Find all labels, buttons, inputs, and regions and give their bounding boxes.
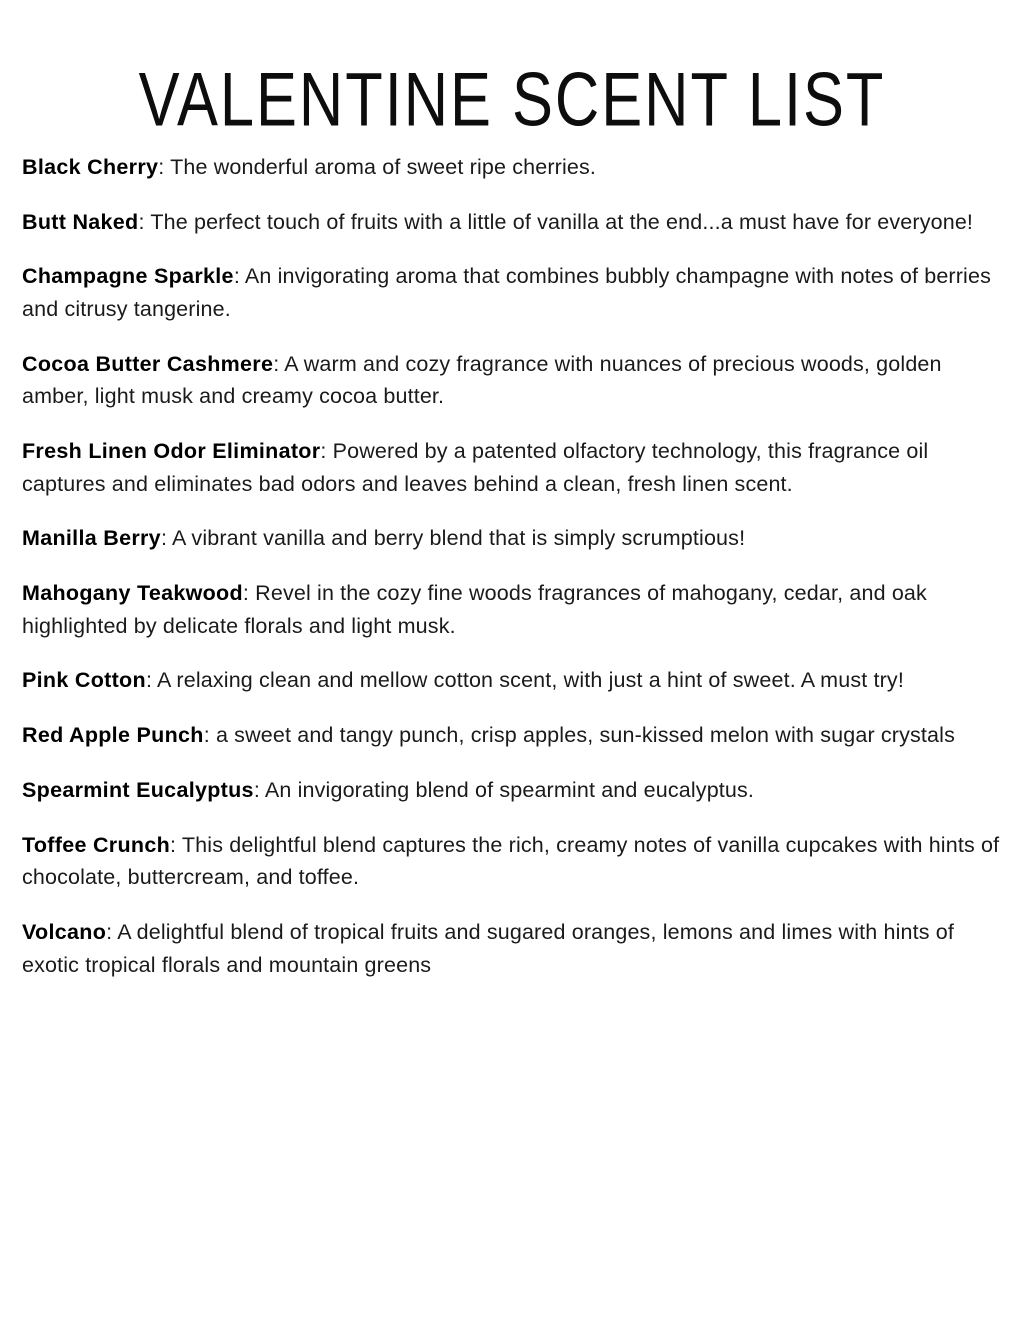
list-item [22,151,1004,184]
scent-description: a sweet and tangy punch, crisp apples, sun-kissed melon with sugar crystals [215,723,955,748]
list-item [22,719,1004,752]
scent-name: Manilla Berry [22,526,161,551]
list-item [22,348,1004,413]
list-item [22,435,1004,500]
scent-separator: : [138,209,151,234]
scent-separator: : [106,919,118,944]
scent-name: Pink Cotton [22,668,146,693]
scent-separator: : [242,581,256,606]
scent-description: Powered by a patented olfactory technology, this fragrance oil captures and eliminates bad odors and leaves behind a clean, fresh linen scent. [22,439,929,496]
scent-description: An invigorating aroma that combines bubbly champagne with notes of berries and citrusy tangerine. [22,264,991,322]
page-title: VALENTINE SCENT LIST [138,58,886,143]
scent-name: Red Apple Punch [22,723,204,748]
scent-name: Champagne Sparkle [22,264,234,289]
scent-description: The perfect touch of fruits with a little of vanilla at the end...a must have for everyone! [150,209,974,234]
list-item [22,260,1004,325]
scent-description: A vibrant vanilla and berry blend that is simply scrumptious! [172,526,746,551]
scent-description: Revel in the cozy fine woods fragrances of mahogany, cedar, and oak highlighted by delicate florals and light musk. [22,581,927,638]
list-item [22,916,1004,981]
list-item [22,522,1004,555]
scent-description: An invigorating blend of spearmint and eucalyptus. [264,777,755,802]
list-item [22,829,1004,894]
scent-separator: : [253,777,265,802]
list-item [22,206,1004,239]
scent-description: A warm and cozy fragrance with nuances of precious woods, golden amber, light musk and creamy cocoa butter. [22,351,942,409]
scent-name: Toffee Crunch [22,832,171,857]
scent-name: Spearmint Eucalyptus [22,777,254,802]
scent-separator: : [233,264,245,289]
scent-name: Butt Naked [22,209,139,234]
scent-description: A relaxing clean and mellow cotton scent, with just a hint of sweet. A must try! [157,668,904,693]
scent-separator: : [145,668,157,693]
list-item [22,577,1004,642]
scent-separator: : [158,155,171,180]
scent-separator: : [203,723,216,748]
scent-separator: : [160,526,172,551]
list-item [22,774,1004,807]
scent-separator: : [273,351,285,376]
list-item [22,664,1004,697]
scent-name: Black Cherry [22,155,159,180]
scent-name: Fresh Linen Odor Eliminator [22,439,321,464]
scent-list [20,151,1004,981]
scent-description: The wonderful aroma of sweet ripe cherries. [170,155,597,180]
scent-description: This delightful blend captures the rich, creamy notes of vanilla cupcakes with hints of chocolate, buttercream, and toffee. [22,832,1000,890]
scent-description: A delightful blend of tropical fruits and sugared oranges, lemons and limes with hints of exotic tropical florals and mountain greens [22,919,954,977]
scent-separator: : [170,832,182,857]
scent-name: Mahogany Teakwood [22,581,243,606]
scent-separator: : [320,439,333,464]
scent-name: Volcano [22,919,107,944]
scent-name: Cocoa Butter Cashmere [22,351,274,376]
